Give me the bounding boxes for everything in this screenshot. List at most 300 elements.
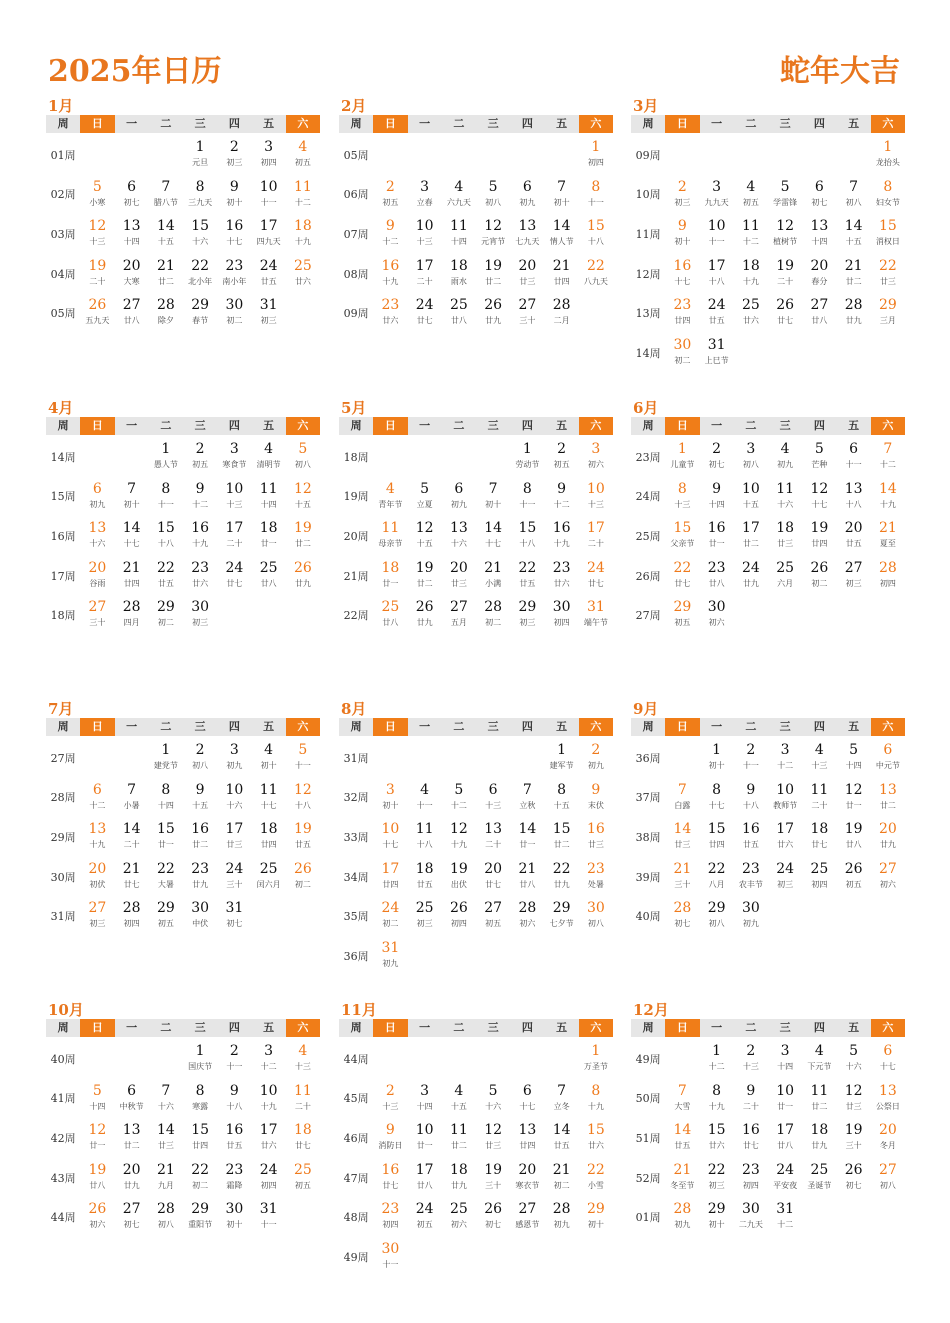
day-cell[interactable]	[149, 896, 183, 936]
day-cell[interactable]	[837, 817, 871, 857]
day-cell[interactable]	[734, 896, 768, 936]
day-cell[interactable]	[183, 437, 217, 477]
day-cell[interactable]	[408, 1197, 442, 1237]
day-cell[interactable]	[579, 817, 613, 857]
day-cell[interactable]	[579, 738, 613, 778]
day-cell[interactable]	[579, 516, 613, 556]
day-cell[interactable]	[373, 1237, 407, 1277]
day-cell[interactable]	[183, 175, 217, 215]
day-cell[interactable]	[700, 1118, 734, 1158]
day-cell[interactable]	[252, 516, 286, 556]
day-cell[interactable]	[149, 214, 183, 254]
day-cell[interactable]	[871, 477, 905, 517]
day-cell[interactable]	[476, 1158, 510, 1198]
day-cell[interactable]	[252, 254, 286, 294]
day-cell[interactable]	[442, 896, 476, 936]
day-cell[interactable]	[665, 896, 699, 936]
day-cell[interactable]	[665, 293, 699, 333]
day-cell[interactable]	[700, 254, 734, 294]
day-cell[interactable]	[700, 595, 734, 635]
day-cell[interactable]	[286, 556, 320, 596]
day-cell[interactable]	[217, 477, 251, 517]
day-cell[interactable]	[373, 778, 407, 818]
day-cell[interactable]	[510, 778, 544, 818]
day-cell[interactable]	[149, 254, 183, 294]
day-cell[interactable]	[476, 1197, 510, 1237]
day-cell[interactable]	[252, 477, 286, 517]
day-cell[interactable]	[217, 214, 251, 254]
day-cell[interactable]	[802, 778, 836, 818]
day-cell[interactable]	[408, 817, 442, 857]
day-cell[interactable]	[768, 1118, 802, 1158]
day-cell[interactable]	[734, 778, 768, 818]
day-cell[interactable]	[149, 817, 183, 857]
day-cell[interactable]	[871, 1079, 905, 1119]
day-cell[interactable]	[476, 857, 510, 897]
day-cell[interactable]	[700, 516, 734, 556]
day-cell[interactable]	[802, 175, 836, 215]
day-cell[interactable]	[286, 1118, 320, 1158]
day-cell[interactable]	[768, 214, 802, 254]
day-cell[interactable]	[510, 857, 544, 897]
day-cell[interactable]	[80, 214, 114, 254]
day-cell[interactable]	[545, 778, 579, 818]
day-cell[interactable]	[700, 437, 734, 477]
day-cell[interactable]	[442, 477, 476, 517]
day-cell[interactable]	[252, 1079, 286, 1119]
day-cell[interactable]	[115, 175, 149, 215]
day-cell[interactable]	[183, 896, 217, 936]
day-cell[interactable]	[665, 556, 699, 596]
day-cell[interactable]	[408, 214, 442, 254]
day-cell[interactable]	[115, 516, 149, 556]
day-cell[interactable]	[802, 214, 836, 254]
day-cell[interactable]	[80, 1158, 114, 1198]
day-cell[interactable]	[510, 437, 544, 477]
day-cell[interactable]	[579, 135, 613, 175]
day-cell[interactable]	[545, 1079, 579, 1119]
day-cell[interactable]	[217, 437, 251, 477]
day-cell[interactable]	[80, 778, 114, 818]
day-cell[interactable]	[373, 1118, 407, 1158]
day-cell[interactable]	[442, 556, 476, 596]
day-cell[interactable]	[837, 1118, 871, 1158]
day-cell[interactable]	[545, 214, 579, 254]
day-cell[interactable]	[408, 595, 442, 635]
day-cell[interactable]	[442, 778, 476, 818]
day-cell[interactable]	[217, 778, 251, 818]
day-cell[interactable]	[579, 254, 613, 294]
day-cell[interactable]	[579, 175, 613, 215]
day-cell[interactable]	[734, 1197, 768, 1237]
day-cell[interactable]	[665, 175, 699, 215]
day-cell[interactable]	[442, 857, 476, 897]
day-cell[interactable]	[734, 175, 768, 215]
day-cell[interactable]	[183, 778, 217, 818]
day-cell[interactable]	[545, 175, 579, 215]
day-cell[interactable]	[115, 1118, 149, 1158]
day-cell[interactable]	[768, 556, 802, 596]
day-cell[interactable]	[700, 817, 734, 857]
day-cell[interactable]	[579, 437, 613, 477]
day-cell[interactable]	[373, 1079, 407, 1119]
day-cell[interactable]	[700, 857, 734, 897]
day-cell[interactable]	[837, 778, 871, 818]
day-cell[interactable]	[373, 175, 407, 215]
day-cell[interactable]	[545, 254, 579, 294]
day-cell[interactable]	[408, 293, 442, 333]
day-cell[interactable]	[373, 857, 407, 897]
day-cell[interactable]	[734, 254, 768, 294]
day-cell[interactable]	[115, 1079, 149, 1119]
day-cell[interactable]	[149, 556, 183, 596]
day-cell[interactable]	[476, 254, 510, 294]
day-cell[interactable]	[183, 214, 217, 254]
day-cell[interactable]	[217, 1118, 251, 1158]
day-cell[interactable]	[149, 1158, 183, 1198]
day-cell[interactable]	[837, 857, 871, 897]
day-cell[interactable]	[802, 857, 836, 897]
day-cell[interactable]	[700, 333, 734, 373]
day-cell[interactable]	[665, 778, 699, 818]
day-cell[interactable]	[217, 857, 251, 897]
day-cell[interactable]	[802, 437, 836, 477]
day-cell[interactable]	[579, 477, 613, 517]
day-cell[interactable]	[510, 254, 544, 294]
day-cell[interactable]	[579, 857, 613, 897]
day-cell[interactable]	[252, 1197, 286, 1237]
day-cell[interactable]	[80, 1079, 114, 1119]
day-cell[interactable]	[837, 738, 871, 778]
day-cell[interactable]	[871, 778, 905, 818]
day-cell[interactable]	[768, 778, 802, 818]
day-cell[interactable]	[408, 1079, 442, 1119]
day-cell[interactable]	[286, 738, 320, 778]
day-cell[interactable]	[802, 516, 836, 556]
day-cell[interactable]	[579, 595, 613, 635]
day-cell[interactable]	[700, 214, 734, 254]
day-cell[interactable]	[217, 738, 251, 778]
day-cell[interactable]	[768, 817, 802, 857]
day-cell[interactable]	[579, 1118, 613, 1158]
day-cell[interactable]	[80, 896, 114, 936]
day-cell[interactable]	[149, 437, 183, 477]
day-cell[interactable]	[217, 817, 251, 857]
day-cell[interactable]	[545, 857, 579, 897]
day-cell[interactable]	[373, 936, 407, 976]
day-cell[interactable]	[252, 214, 286, 254]
day-cell[interactable]	[700, 175, 734, 215]
day-cell[interactable]	[252, 135, 286, 175]
day-cell[interactable]	[115, 857, 149, 897]
day-cell[interactable]	[183, 254, 217, 294]
day-cell[interactable]	[579, 1079, 613, 1119]
day-cell[interactable]	[510, 1158, 544, 1198]
day-cell[interactable]	[252, 1039, 286, 1079]
day-cell[interactable]	[802, 1118, 836, 1158]
day-cell[interactable]	[149, 293, 183, 333]
day-cell[interactable]	[768, 738, 802, 778]
day-cell[interactable]	[665, 333, 699, 373]
day-cell[interactable]	[700, 1039, 734, 1079]
day-cell[interactable]	[476, 516, 510, 556]
day-cell[interactable]	[545, 817, 579, 857]
day-cell[interactable]	[665, 817, 699, 857]
day-cell[interactable]	[768, 1079, 802, 1119]
day-cell[interactable]	[510, 1079, 544, 1119]
day-cell[interactable]	[665, 1197, 699, 1237]
day-cell[interactable]	[80, 595, 114, 635]
day-cell[interactable]	[442, 1118, 476, 1158]
day-cell[interactable]	[217, 175, 251, 215]
day-cell[interactable]	[408, 778, 442, 818]
day-cell[interactable]	[476, 896, 510, 936]
day-cell[interactable]	[545, 738, 579, 778]
day-cell[interactable]	[373, 516, 407, 556]
day-cell[interactable]	[408, 175, 442, 215]
day-cell[interactable]	[252, 778, 286, 818]
day-cell[interactable]	[734, 1158, 768, 1198]
day-cell[interactable]	[476, 477, 510, 517]
day-cell[interactable]	[545, 1197, 579, 1237]
day-cell[interactable]	[252, 175, 286, 215]
day-cell[interactable]	[768, 857, 802, 897]
day-cell[interactable]	[545, 1118, 579, 1158]
day-cell[interactable]	[768, 1158, 802, 1198]
day-cell[interactable]	[80, 1118, 114, 1158]
day-cell[interactable]	[149, 1118, 183, 1158]
day-cell[interactable]	[217, 135, 251, 175]
day-cell[interactable]	[871, 254, 905, 294]
day-cell[interactable]	[510, 293, 544, 333]
day-cell[interactable]	[768, 437, 802, 477]
day-cell[interactable]	[183, 1158, 217, 1198]
day-cell[interactable]	[149, 1079, 183, 1119]
day-cell[interactable]	[286, 477, 320, 517]
day-cell[interactable]	[545, 516, 579, 556]
day-cell[interactable]	[80, 516, 114, 556]
day-cell[interactable]	[734, 477, 768, 517]
day-cell[interactable]	[252, 857, 286, 897]
day-cell[interactable]	[183, 135, 217, 175]
day-cell[interactable]	[252, 293, 286, 333]
day-cell[interactable]	[286, 1079, 320, 1119]
day-cell[interactable]	[183, 516, 217, 556]
day-cell[interactable]	[734, 817, 768, 857]
day-cell[interactable]	[408, 516, 442, 556]
day-cell[interactable]	[80, 254, 114, 294]
day-cell[interactable]	[149, 738, 183, 778]
day-cell[interactable]	[665, 1118, 699, 1158]
day-cell[interactable]	[545, 556, 579, 596]
day-cell[interactable]	[408, 254, 442, 294]
day-cell[interactable]	[183, 1039, 217, 1079]
day-cell[interactable]	[579, 778, 613, 818]
day-cell[interactable]	[80, 857, 114, 897]
day-cell[interactable]	[700, 1158, 734, 1198]
day-cell[interactable]	[871, 857, 905, 897]
day-cell[interactable]	[183, 477, 217, 517]
day-cell[interactable]	[183, 1197, 217, 1237]
day-cell[interactable]	[286, 817, 320, 857]
day-cell[interactable]	[837, 254, 871, 294]
day-cell[interactable]	[734, 738, 768, 778]
day-cell[interactable]	[871, 1158, 905, 1198]
day-cell[interactable]	[665, 477, 699, 517]
day-cell[interactable]	[700, 293, 734, 333]
day-cell[interactable]	[115, 1197, 149, 1237]
day-cell[interactable]	[545, 896, 579, 936]
day-cell[interactable]	[217, 1197, 251, 1237]
day-cell[interactable]	[700, 1197, 734, 1237]
day-cell[interactable]	[408, 556, 442, 596]
day-cell[interactable]	[373, 595, 407, 635]
day-cell[interactable]	[476, 214, 510, 254]
day-cell[interactable]	[252, 556, 286, 596]
day-cell[interactable]	[373, 477, 407, 517]
day-cell[interactable]	[700, 778, 734, 818]
day-cell[interactable]	[149, 477, 183, 517]
day-cell[interactable]	[510, 516, 544, 556]
day-cell[interactable]	[700, 1079, 734, 1119]
day-cell[interactable]	[252, 738, 286, 778]
day-cell[interactable]	[442, 817, 476, 857]
day-cell[interactable]	[768, 1197, 802, 1237]
day-cell[interactable]	[665, 857, 699, 897]
day-cell[interactable]	[802, 254, 836, 294]
day-cell[interactable]	[579, 1197, 613, 1237]
day-cell[interactable]	[665, 214, 699, 254]
day-cell[interactable]	[837, 1079, 871, 1119]
day-cell[interactable]	[510, 1118, 544, 1158]
day-cell[interactable]	[476, 1118, 510, 1158]
day-cell[interactable]	[802, 556, 836, 596]
day-cell[interactable]	[183, 738, 217, 778]
day-cell[interactable]	[476, 175, 510, 215]
day-cell[interactable]	[579, 556, 613, 596]
day-cell[interactable]	[252, 817, 286, 857]
day-cell[interactable]	[768, 1039, 802, 1079]
day-cell[interactable]	[80, 1197, 114, 1237]
day-cell[interactable]	[149, 175, 183, 215]
day-cell[interactable]	[408, 1118, 442, 1158]
day-cell[interactable]	[217, 1039, 251, 1079]
day-cell[interactable]	[871, 738, 905, 778]
day-cell[interactable]	[442, 214, 476, 254]
day-cell[interactable]	[476, 293, 510, 333]
day-cell[interactable]	[80, 817, 114, 857]
day-cell[interactable]	[510, 1197, 544, 1237]
day-cell[interactable]	[217, 1158, 251, 1198]
day-cell[interactable]	[545, 477, 579, 517]
day-cell[interactable]	[734, 516, 768, 556]
day-cell[interactable]	[665, 1079, 699, 1119]
day-cell[interactable]	[802, 477, 836, 517]
day-cell[interactable]	[871, 214, 905, 254]
day-cell[interactable]	[373, 1197, 407, 1237]
day-cell[interactable]	[871, 1039, 905, 1079]
day-cell[interactable]	[217, 1079, 251, 1119]
day-cell[interactable]	[700, 738, 734, 778]
day-cell[interactable]	[286, 857, 320, 897]
day-cell[interactable]	[442, 516, 476, 556]
day-cell[interactable]	[286, 437, 320, 477]
day-cell[interactable]	[373, 254, 407, 294]
day-cell[interactable]	[734, 556, 768, 596]
day-cell[interactable]	[837, 556, 871, 596]
day-cell[interactable]	[545, 595, 579, 635]
day-cell[interactable]	[183, 857, 217, 897]
day-cell[interactable]	[476, 778, 510, 818]
day-cell[interactable]	[442, 293, 476, 333]
day-cell[interactable]	[252, 1118, 286, 1158]
day-cell[interactable]	[408, 896, 442, 936]
day-cell[interactable]	[80, 293, 114, 333]
day-cell[interactable]	[286, 516, 320, 556]
day-cell[interactable]	[373, 896, 407, 936]
day-cell[interactable]	[286, 214, 320, 254]
day-cell[interactable]	[217, 516, 251, 556]
day-cell[interactable]	[149, 857, 183, 897]
day-cell[interactable]	[837, 214, 871, 254]
day-cell[interactable]	[700, 556, 734, 596]
day-cell[interactable]	[837, 293, 871, 333]
day-cell[interactable]	[802, 738, 836, 778]
day-cell[interactable]	[286, 778, 320, 818]
day-cell[interactable]	[408, 857, 442, 897]
day-cell[interactable]	[442, 595, 476, 635]
day-cell[interactable]	[871, 1118, 905, 1158]
day-cell[interactable]	[768, 293, 802, 333]
day-cell[interactable]	[408, 477, 442, 517]
day-cell[interactable]	[802, 817, 836, 857]
day-cell[interactable]	[115, 477, 149, 517]
day-cell[interactable]	[183, 293, 217, 333]
day-cell[interactable]	[476, 595, 510, 635]
day-cell[interactable]	[734, 437, 768, 477]
day-cell[interactable]	[217, 556, 251, 596]
day-cell[interactable]	[149, 516, 183, 556]
day-cell[interactable]	[217, 293, 251, 333]
day-cell[interactable]	[115, 214, 149, 254]
day-cell[interactable]	[442, 254, 476, 294]
day-cell[interactable]	[837, 516, 871, 556]
day-cell[interactable]	[579, 1158, 613, 1198]
day-cell[interactable]	[579, 896, 613, 936]
day-cell[interactable]	[837, 175, 871, 215]
day-cell[interactable]	[373, 556, 407, 596]
day-cell[interactable]	[871, 556, 905, 596]
day-cell[interactable]	[837, 477, 871, 517]
day-cell[interactable]	[734, 214, 768, 254]
day-cell[interactable]	[115, 1158, 149, 1198]
day-cell[interactable]	[700, 896, 734, 936]
day-cell[interactable]	[768, 175, 802, 215]
day-cell[interactable]	[545, 1158, 579, 1198]
day-cell[interactable]	[183, 817, 217, 857]
day-cell[interactable]	[768, 516, 802, 556]
day-cell[interactable]	[871, 817, 905, 857]
day-cell[interactable]	[80, 477, 114, 517]
day-cell[interactable]	[115, 778, 149, 818]
day-cell[interactable]	[442, 1197, 476, 1237]
day-cell[interactable]	[837, 1039, 871, 1079]
day-cell[interactable]	[665, 595, 699, 635]
day-cell[interactable]	[871, 516, 905, 556]
day-cell[interactable]	[802, 1158, 836, 1198]
day-cell[interactable]	[286, 175, 320, 215]
day-cell[interactable]	[183, 1079, 217, 1119]
